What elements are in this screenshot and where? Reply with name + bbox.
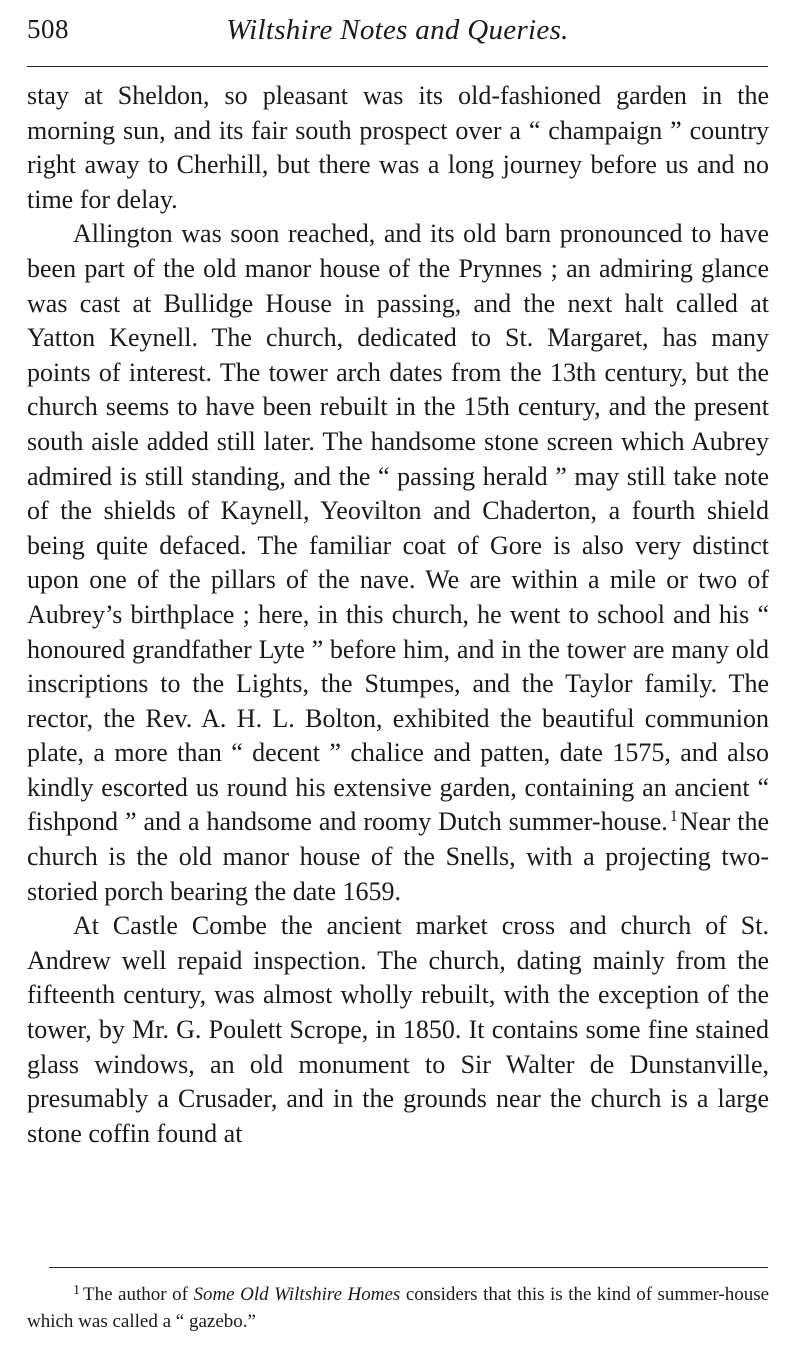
paragraph-yatton-keynell [27,217,769,909]
footnote-book-title: Some Old Wiltshire Homes [193,1284,401,1305]
footnote-number: 1 [73,1283,80,1298]
page-number: 508 [27,14,69,44]
paragraph-castle-combe: At Castle Combe the ancient market cross and church of St. Andrew well repaid inspection. The church, dating mainly from the fifteenth century, was almost wholly rebuilt, with the exception of the tower, by Mr. G. Poulett Scrope, in 1850. It contains some fine stained glass windows, an old monument to Sir Walter de Dunstanville, presumably a Crusader, and in the grounds near the church is a large stone coffin found at [27,911,769,1148]
running-title: Wiltshire Notes and Queries. [226,14,569,46]
body-text [27,79,769,1151]
footnote-text: The author of [83,1284,188,1305]
paragraph-text: Near the church is the old manor house of the Snells, with a projecting two-storied porch bearing the date 1659. [27,807,769,906]
header-rule [27,66,768,67]
paragraph-continuation: stay at Sheldon, so pleasant was its old-fashioned garden in the morning sun, and its fair south prospect over a “ champaign ” country right away to Cherhill, but there was a long journey before us and no time for delay. [27,81,769,214]
paragraph-text: Allington was soon reached, and its old barn pronounced to have been part of the old manor house of the Prynnes ; an admiring glance was cast at Bullidge House in passing, and the next halt called at Yatton Keynell. The church, dedicated to St. Margaret, has many points of interest. The tower arch dates from the 13th century, but the church seems to have been rebuilt in the 15th century, and the present south aisle added still later. The handsome stone screen which Aubrey admired is still standing, and the “ passing herald ” may still take note of the shields of Kaynell, Yeovilton and Chaderton, a fourth shield being quite defaced. The familiar coat of Gore is also very distinct upon one of the pillars of the nave. We are within a mile or two of Aubrey’s birthplace ; here, in this church, he went to school and his “ honoured grandfather Lyte ” before him, and in the tower are many old inscriptions to the Lights, the Stumpes, and the Taylor family. The rector, the Rev. A. H. L. Bolton, exhibited the beautiful communion plate, a more than “ decent ” chalice and patten, date 1575, and also kindly escorted us round his extensive garden, containing an ancient “ fishpond ” and a handsome and roomy Dutch summer-house. [27,219,769,837]
page-header [27,14,768,54]
footnote-text: considers that this is the kind of summer-house which was called a “ gazebo.” [27,1284,770,1332]
footnote-reference[interactable]: 1 [669,808,678,826]
footnote-rule [49,1267,768,1268]
footnote [27,1281,769,1335]
